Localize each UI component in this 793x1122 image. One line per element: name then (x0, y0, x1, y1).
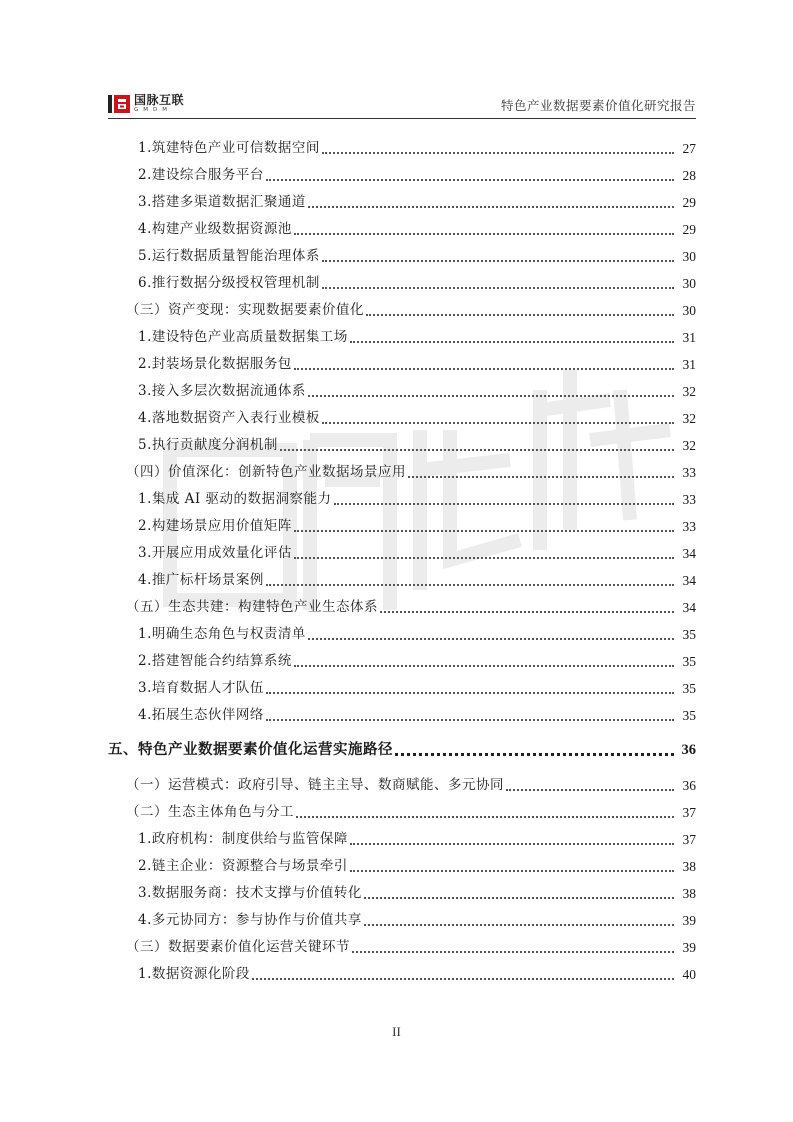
toc-dot-leader (266, 584, 674, 586)
toc-entry-page: 34 (682, 600, 696, 615)
toc-entry-page: 34 (682, 546, 696, 561)
toc-entry[interactable] (108, 934, 696, 961)
toc-entry-page: 29 (682, 222, 696, 237)
toc-entry-page: 38 (682, 859, 696, 874)
toc-entry[interactable] (108, 799, 696, 826)
toc-dot-leader (308, 395, 674, 397)
logo-icon (108, 93, 130, 115)
toc-entry-label: 5.执行贡献度分润机制 (138, 437, 278, 453)
toc-entry-page: 33 (682, 465, 696, 480)
toc-entry[interactable] (108, 702, 696, 729)
toc-entry-label: 4.多元协同方：参与协作与价值共享 (138, 912, 362, 928)
toc-entry-page: 32 (682, 384, 696, 399)
logo-text-cn: 国脉互联 (134, 93, 185, 108)
toc-entry-label: 1.明确生态角色与权责清单 (138, 626, 306, 642)
toc-entry-page: 39 (682, 940, 696, 955)
toc-entry[interactable] (108, 378, 696, 405)
toc-entry-label: 1.筑建特色产业可信数据空间 (138, 140, 320, 156)
toc-entry-page: 35 (682, 681, 696, 696)
toc-entry-label: （四）价值深化：创新特色产业数据场景应用 (126, 464, 406, 480)
toc-entry-page: 34 (682, 573, 696, 588)
toc-entry[interactable] (108, 297, 696, 324)
toc-entry[interactable] (108, 162, 696, 189)
page-number: II (392, 1024, 401, 1039)
toc-entry-page: 36 (681, 742, 696, 758)
toc-entry[interactable] (108, 540, 696, 567)
toc-entry-label: 1.数据资源化阶段 (138, 966, 250, 982)
toc-dot-leader (280, 449, 674, 451)
toc-entry[interactable] (108, 351, 696, 378)
toc-entry-label: 3.搭建多渠道数据汇聚通道 (138, 194, 306, 210)
toc-entry-label: 2.搭建智能合约结算系统 (138, 653, 292, 669)
toc-entry[interactable] (108, 189, 696, 216)
toc-entry[interactable] (108, 459, 696, 486)
toc-entry-label: （一）运营模式：政府引导、链主主导、数商赋能、多元协同 (126, 777, 504, 793)
toc-entry-page: 37 (682, 832, 696, 847)
toc-entry-label: 2.封装场景化数据服务包 (138, 356, 292, 372)
toc-entry-label: 6.推行数据分级授权管理机制 (138, 275, 320, 291)
toc-entry-label: （三）数据要素价值化运营关键环节 (126, 939, 350, 955)
toc-entry-label: 4.推广标杆场景案例 (138, 572, 264, 588)
toc-dot-leader (294, 233, 674, 235)
toc-entry-page: 31 (682, 330, 696, 345)
toc-dot-leader (294, 368, 674, 370)
toc-entry-label: 1.集成 AI 驱动的数据洞察能力 (138, 491, 332, 507)
toc-entry[interactable] (108, 486, 696, 513)
toc-entry-page: 30 (682, 276, 696, 291)
toc-entry[interactable] (108, 853, 696, 880)
toc-entry[interactable] (108, 135, 696, 162)
toc-entry[interactable] (108, 567, 696, 594)
toc-dot-leader (252, 978, 674, 980)
toc-entry-page: 37 (682, 805, 696, 820)
toc-entry-page: 31 (682, 357, 696, 372)
logo-text-en: GMDM (134, 107, 172, 114)
toc-dot-leader (308, 206, 674, 208)
toc-entry[interactable] (108, 907, 696, 934)
toc-dot-leader (322, 422, 674, 424)
table-of-contents (108, 135, 696, 988)
toc-entry[interactable] (108, 675, 696, 702)
toc-dot-leader (322, 287, 674, 289)
toc-entry-page: 32 (682, 411, 696, 426)
toc-dot-leader (322, 152, 674, 154)
toc-entry[interactable] (108, 594, 696, 621)
toc-entry[interactable] (108, 432, 696, 459)
toc-entry-page: 27 (682, 141, 696, 156)
toc-entry-label: （二）生态主体角色与分工 (126, 804, 294, 820)
toc-entry-page: 40 (682, 967, 696, 982)
toc-entry-page: 28 (682, 168, 696, 183)
toc-entry[interactable] (108, 772, 696, 799)
toc-entry-label: 4.落地数据资产入表行业模板 (138, 410, 320, 426)
toc-dot-leader (350, 843, 674, 845)
toc-dot-leader (294, 665, 674, 667)
toc-dot-leader (506, 789, 674, 791)
toc-entry-label: 2.链主企业：资源整合与场景牵引 (138, 858, 348, 874)
toc-entry-label: 2.构建场景应用价值矩阵 (138, 518, 292, 534)
toc-entry-label: 3.开展应用成效量化评估 (138, 545, 292, 561)
toc-dot-leader (296, 816, 674, 818)
toc-entry-page: 36 (682, 778, 696, 793)
toc-entry[interactable] (108, 880, 696, 907)
toc-entry-page: 33 (682, 519, 696, 534)
toc-entry[interactable] (108, 961, 696, 988)
toc-entry-label: 1.建设特色产业高质量数据集工场 (138, 329, 348, 345)
toc-dot-leader (364, 924, 674, 926)
page-header (108, 88, 696, 119)
toc-entry-page: 30 (682, 303, 696, 318)
toc-entry-page: 32 (682, 438, 696, 453)
toc-entry-page: 35 (682, 654, 696, 669)
toc-entry[interactable] (108, 405, 696, 432)
toc-entry-label: 2.建设综合服务平台 (138, 167, 264, 183)
toc-entry-page: 38 (682, 886, 696, 901)
toc-entry[interactable] (108, 324, 696, 351)
toc-dot-leader (294, 557, 674, 559)
toc-dot-leader (294, 530, 674, 532)
toc-entry-label: 5.运行数据质量智能治理体系 (138, 248, 320, 264)
toc-entry-label: （五）生态共建：构建特色产业生态体系 (126, 599, 378, 615)
toc-entry[interactable] (108, 621, 696, 648)
toc-dot-leader (352, 951, 674, 953)
toc-dot-leader (350, 341, 674, 343)
toc-entry-label: 五、特色产业数据要素价值化运营实施路径 (108, 742, 393, 758)
toc-entry[interactable] (108, 513, 696, 540)
toc-dot-leader (364, 897, 674, 899)
toc-entry-page: 35 (682, 627, 696, 642)
toc-entry-page: 33 (682, 492, 696, 507)
toc-entry-page: 30 (682, 249, 696, 264)
toc-dot-leader (322, 260, 674, 262)
toc-entry-label: 4.拓展生态伙伴网络 (138, 707, 264, 723)
toc-entry[interactable] (108, 826, 696, 853)
toc-entry[interactable] (108, 270, 696, 297)
toc-entry-label: 3.数据服务商：技术支撑与价值转化 (138, 885, 362, 901)
toc-entry-label: 3.接入多层次数据流通体系 (138, 383, 306, 399)
toc-entry[interactable] (108, 737, 696, 764)
toc-entry[interactable] (108, 243, 696, 270)
logo (108, 92, 184, 116)
toc-entry[interactable] (108, 216, 696, 243)
toc-entry-label: 1.政府机构：制度供给与监管保障 (138, 831, 348, 847)
toc-dot-leader (308, 638, 674, 640)
toc-entry[interactable] (108, 648, 696, 675)
toc-entry-label: 3.培育数据人才队伍 (138, 680, 264, 696)
toc-dot-leader (380, 611, 674, 613)
toc-entry-page: 29 (682, 195, 696, 210)
toc-dot-leader (350, 870, 674, 872)
toc-entry-label: （三）资产变现：实现数据要素价值化 (126, 302, 364, 318)
toc-dot-leader (408, 476, 674, 478)
toc-entry-page: 35 (682, 708, 696, 723)
report-title: 特色产业数据要素价值化研究报告 (500, 98, 696, 113)
toc-entry-label: 4.构建产业级数据资源池 (138, 221, 292, 237)
toc-entry-page: 39 (682, 913, 696, 928)
toc-dot-leader (266, 692, 674, 694)
toc-dot-leader (334, 503, 674, 505)
toc-dot-leader (366, 314, 674, 316)
toc-dot-leader (395, 753, 674, 756)
toc-dot-leader (266, 719, 674, 721)
toc-dot-leader (266, 179, 674, 181)
